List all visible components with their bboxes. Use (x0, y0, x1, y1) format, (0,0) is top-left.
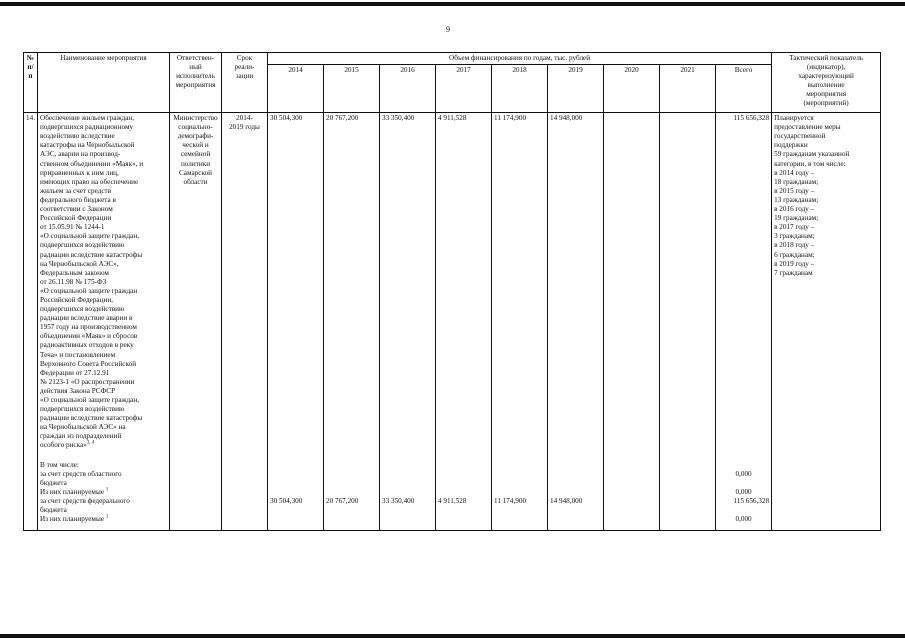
col-header-year: 2021 (660, 65, 716, 113)
col-header-year: 2014 (268, 65, 324, 113)
subtotal-intro-label: В том числе: (38, 461, 170, 470)
col-header-year: 2015 (324, 65, 380, 113)
col-header-indicator: Тактический показатель (индикатор), характеризующий выполнение мероприятия (мероприятий) (772, 53, 881, 113)
page-number: 9 (446, 25, 450, 34)
planned-regional-total: 0,000 (716, 488, 772, 497)
subtotal-intro-row (24, 461, 881, 470)
planned-regional-row (24, 488, 881, 497)
value-cell: 4 911,528 (436, 113, 492, 452)
total-cell: 115 656,328 (716, 113, 772, 452)
value-cell: 14 948,000 (548, 497, 604, 515)
col-header-term: Срок реали- зации (222, 53, 268, 113)
col-header-year: 2016 (380, 65, 436, 113)
planned-federal-row (24, 515, 881, 531)
footnote-ref: 3, 4 (86, 441, 95, 447)
federal-budget-row (24, 497, 881, 515)
value-cell: 30 504,300 (268, 497, 324, 515)
term-cell: 2014- 2019 годы (222, 113, 268, 452)
footnote-ref: 1 (105, 487, 109, 493)
regional-budget-label: за счет средств областного бюджета (38, 470, 170, 488)
col-header-year: 2017 (436, 65, 492, 113)
spacer-row (24, 452, 881, 461)
value-cell (604, 113, 660, 452)
planned-federal-total: 0,000 (716, 515, 772, 531)
col-header-executor: Ответствен- ный исполнитель мероприятия (170, 53, 222, 113)
value-cell (660, 113, 716, 452)
value-cell (604, 497, 660, 515)
value-cell: 33 350,400 (380, 497, 436, 515)
value-cell (660, 497, 716, 515)
planned-regional-label (38, 488, 170, 497)
planned-label-text: Из них планируемые (40, 515, 104, 524)
top-border-bar (0, 2, 905, 6)
value-cell: 20 767,200 (324, 113, 380, 452)
value-cell: 33 350,400 (380, 113, 436, 452)
planned-federal-label (38, 515, 170, 531)
value-cell: 11 174,900 (492, 113, 548, 452)
value-cell: 14 948,000 (548, 113, 604, 452)
value-cell: 20 767,200 (324, 497, 380, 515)
regional-budget-row (24, 470, 881, 488)
col-header-financing: Объем финансирования по годам, тыс. рублей (268, 53, 772, 65)
value-cell: 4 911,528 (436, 497, 492, 515)
col-header-year: 2018 (492, 65, 548, 113)
table-row (24, 113, 881, 452)
col-header-num: № п/п (24, 53, 38, 113)
value-cell: 11 174,900 (492, 497, 548, 515)
measure-name (38, 113, 170, 452)
col-header-name: Наименование мероприятия (38, 53, 170, 113)
financing-table (23, 52, 881, 531)
measure-name-text: Обеспечение жильем граждан, подвергшихся радиационному воздействию вследствие катастрофы на Чернобыльской АЭС, аварии на производ- ственном объединении «Маяк», и приравненных к ним лиц, имеющих право на обеспечение жильем за счет средств федерального бюджета в соответствии с Законом Российской Федерации от 15.05.91 № 1244-1 «О социальной защите граждан, подвергшихся воздействию радиации вследствие катастрофы на Чернобыльской АЭС», Федеральным законом от 26.11.98 № 175-ФЗ «О социальной защите граждан Российской Федерации, подвергшихся воздействию радиации вследствие аварии в 1957 году на производственном объединении «Маяк» и сбросов радиоактивных отходов в реку Теча» и постановлением Верховного Совета Российской Федерации от 27.12.91 № 2123-1 «О распространении действия Закона РСФСР «О социальной защите граждан, подвергшихся воздействию радиации вследствие катастрофы на Чернобыльской АЭС» на граждан из подразделений особого риска» (40, 114, 144, 450)
federal-total: 115 656,328 (716, 497, 772, 515)
col-header-year: 2019 (548, 65, 604, 113)
col-header-year: 2020 (604, 65, 660, 113)
regional-total: 0,000 (716, 470, 772, 488)
indicator-cell: Планируется предоставление меры государственной поддержки 59 гражданам указанной категории, в том числе: в 2014 году – 18 гражданам; в 2015 году – 13 гражданам; в 2016 году – 19 гражданам; в 2017 году – 3 гражданам; в 2018 году – 6 гражданам; в 2019 году – 7 гражданам (772, 113, 881, 452)
col-header-total: Всего (716, 65, 772, 113)
federal-budget-label: за счет средств федерального бюджета (38, 497, 170, 515)
footnote-ref: 1 (105, 514, 109, 520)
row-number: 14. (24, 113, 38, 452)
executor-cell: Министерство социально- демографи- ческой и семейной политики Самарской области (170, 113, 222, 452)
planned-label-text: Из них планируемые (40, 487, 104, 496)
value-cell: 30 504,300 (268, 113, 324, 452)
bottom-border-bar (0, 634, 905, 638)
